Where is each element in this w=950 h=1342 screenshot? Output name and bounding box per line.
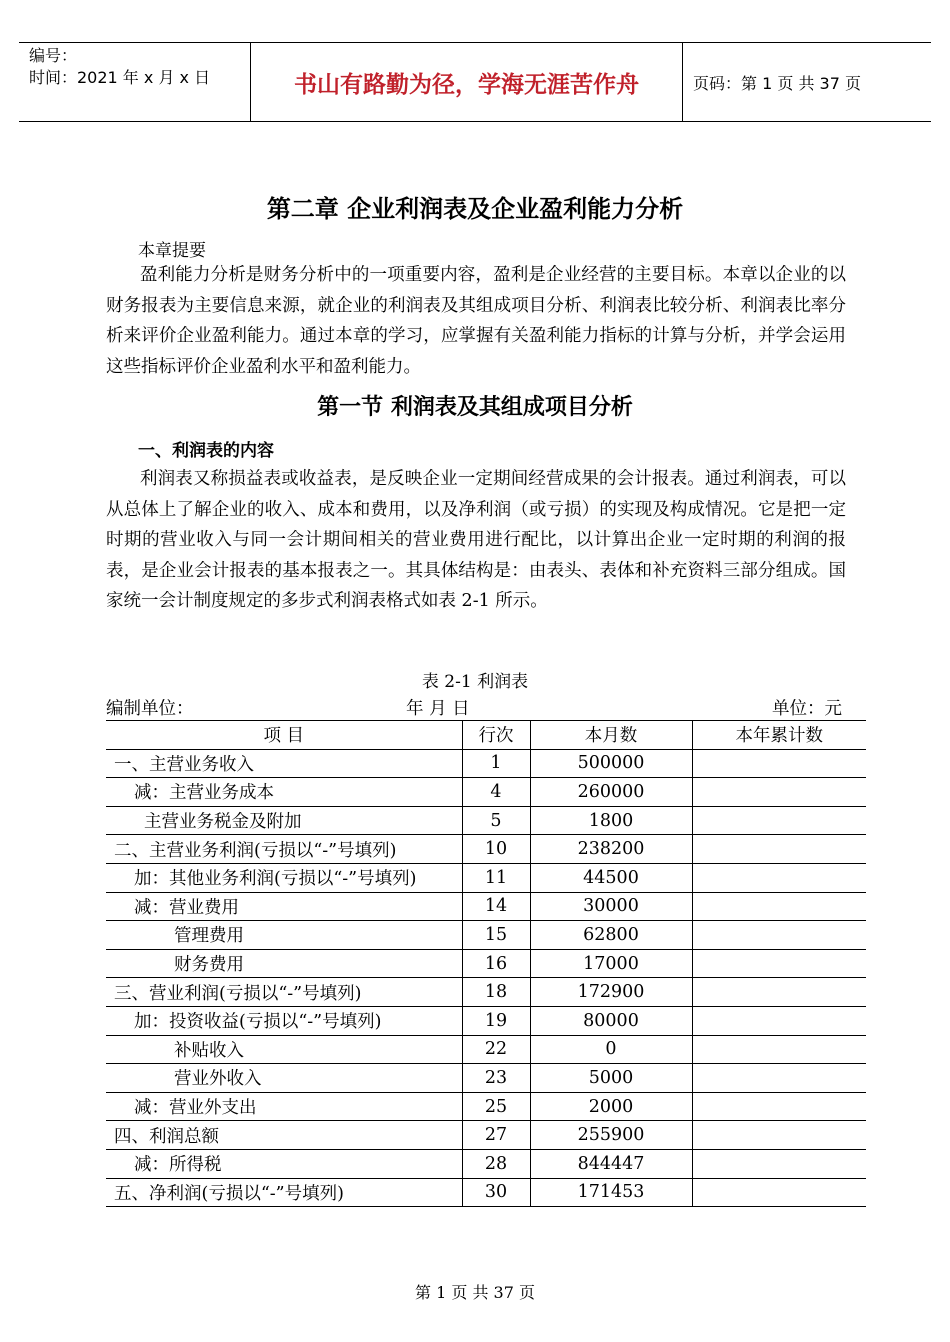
row-year-amount	[692, 806, 866, 835]
row-line-number: 19	[462, 1006, 530, 1035]
row-month-amount: 5000	[530, 1064, 692, 1093]
row-line-number: 23	[462, 1064, 530, 1093]
row-year-amount	[692, 1149, 866, 1178]
row-month-amount: 30000	[530, 892, 692, 921]
table-row	[106, 978, 866, 1007]
row-year-amount	[692, 921, 866, 950]
row-month-amount: 62800	[530, 921, 692, 950]
table-row	[106, 1149, 866, 1178]
table-row	[106, 835, 866, 864]
section-paragraph: 利润表又称损益表或收益表，是反映企业一定期间经营成果的会计报表。通过利润表，可以从总体上了解企业的收入、成本和费用，以及净利润（或亏损）的实现及构成情况。它是把一定时期的营业收入与同一会计期间相关的营业费用进行配比，以计算出企业一定时期的利润的报表，是企业会计报表的基本报表之一。其具体结构是：由表头、表体和补充资料三部分组成。国家统一会计制度规定的多步式利润表格式如表 2-1 所示。	[106, 469, 846, 611]
table-row	[106, 778, 866, 807]
column-header-month: 本月数	[530, 721, 692, 750]
document-date-label: 时间：2021 年 x 月 x 日	[29, 68, 211, 87]
row-item: 减：营业外支出	[106, 1092, 462, 1121]
table-date-label: 年 月 日	[406, 699, 470, 719]
row-item: 财务费用	[106, 949, 462, 978]
table-meta	[106, 695, 842, 721]
row-year-amount	[692, 978, 866, 1007]
row-year-amount	[692, 863, 866, 892]
row-month-amount: 1800	[530, 806, 692, 835]
table-row	[106, 863, 866, 892]
row-item: 四、利润总额	[106, 1121, 462, 1150]
page-header	[19, 42, 931, 122]
row-month-amount: 2000	[530, 1092, 692, 1121]
row-item: 管理费用	[106, 921, 462, 950]
row-year-amount	[692, 1064, 866, 1093]
document-number-label: 编号：	[29, 46, 78, 65]
row-item: 加：投资收益(亏损以“-”号填列)	[106, 1006, 462, 1035]
header-meta	[19, 43, 251, 121]
row-item: 主营业务税金及附加	[106, 806, 462, 835]
table-row	[106, 1064, 866, 1093]
table-header-row	[106, 721, 866, 750]
table-row	[106, 949, 866, 978]
row-item: 减：主营业务成本	[106, 778, 462, 807]
row-month-amount: 80000	[530, 1006, 692, 1035]
row-item: 一、主营业务收入	[106, 749, 462, 778]
currency-unit-label: 单位：元	[772, 699, 842, 719]
row-line-number: 4	[462, 778, 530, 807]
row-month-amount: 44500	[530, 863, 692, 892]
row-item: 补贴收入	[106, 1035, 462, 1064]
row-line-number: 16	[462, 949, 530, 978]
row-line-number: 10	[462, 835, 530, 864]
row-year-amount	[692, 1035, 866, 1064]
section-title: 第一节 利润表及其组成项目分析	[317, 395, 633, 420]
row-month-amount: 844447	[530, 1149, 692, 1178]
row-year-amount	[692, 778, 866, 807]
row-year-amount	[692, 892, 866, 921]
summary-heading: 本章提要	[138, 241, 206, 261]
row-month-amount: 171453	[530, 1178, 692, 1207]
row-year-amount	[692, 949, 866, 978]
row-month-amount: 255900	[530, 1121, 692, 1150]
compiling-unit-label: 编制单位：	[106, 699, 194, 719]
table-row	[106, 1035, 866, 1064]
row-line-number: 30	[462, 1178, 530, 1207]
table-row	[106, 749, 866, 778]
table-row	[106, 806, 866, 835]
chapter-title: 第二章 企业利润表及企业盈利能力分析	[266, 195, 684, 223]
row-year-amount	[692, 749, 866, 778]
header-page-info: 页码：第 1 页 共 37 页	[693, 73, 861, 93]
row-line-number: 28	[462, 1149, 530, 1178]
row-year-amount	[692, 1121, 866, 1150]
row-item: 加：其他业务利润(亏损以“-”号填列)	[106, 863, 462, 892]
row-year-amount	[692, 1178, 866, 1207]
row-line-number: 1	[462, 749, 530, 778]
row-item: 三、营业利润(亏损以“-”号填列)	[106, 978, 462, 1007]
table-caption: 表 2-1 利润表	[421, 672, 529, 692]
row-month-amount: 238200	[530, 835, 692, 864]
row-month-amount: 260000	[530, 778, 692, 807]
table-row	[106, 892, 866, 921]
row-line-number: 18	[462, 978, 530, 1007]
page-footer: 第 1 页 共 37 页	[415, 1283, 535, 1302]
row-month-amount: 17000	[530, 949, 692, 978]
row-year-amount	[692, 835, 866, 864]
row-item: 减：所得税	[106, 1149, 462, 1178]
row-line-number: 22	[462, 1035, 530, 1064]
column-header-line: 行次	[462, 721, 530, 750]
row-month-amount: 0	[530, 1035, 692, 1064]
row-line-number: 25	[462, 1092, 530, 1121]
income-statement-table	[106, 720, 866, 1207]
table-row	[106, 1092, 866, 1121]
summary-paragraph: 盈利能力分析是财务分析中的一项重要内容，盈利是企业经营的主要目标。本章以企业的以财务报表为主要信息来源，就企业的利润表及其组成项目分析、利润表比较分析、利润表比率分析来评价企业盈利能力。通过本章的学习，应掌握有关盈利能力指标的计算与分析，并学会运用这些指标评价企业盈利水平和盈利能力。	[106, 265, 846, 377]
row-month-amount: 500000	[530, 749, 692, 778]
table-row	[106, 1178, 866, 1207]
row-line-number: 11	[462, 863, 530, 892]
row-line-number: 5	[462, 806, 530, 835]
table-row	[106, 1006, 866, 1035]
header-motto: 书山有路勤为径，学海无涯苦作舟	[251, 43, 683, 121]
subsection-title: 一、利润表的内容	[138, 441, 274, 461]
row-item: 五、净利润(亏损以“-”号填列)	[106, 1178, 462, 1207]
row-line-number: 14	[462, 892, 530, 921]
row-item: 二、主营业务利润(亏损以“-”号填列)	[106, 835, 462, 864]
row-month-amount: 172900	[530, 978, 692, 1007]
row-line-number: 15	[462, 921, 530, 950]
row-year-amount	[692, 1006, 866, 1035]
row-item: 营业外收入	[106, 1064, 462, 1093]
row-item: 减：营业费用	[106, 892, 462, 921]
column-header-item: 项 目	[106, 721, 462, 750]
row-year-amount	[692, 1092, 866, 1121]
row-line-number: 27	[462, 1121, 530, 1150]
column-header-year: 本年累计数	[692, 721, 866, 750]
table-row	[106, 921, 866, 950]
table-row	[106, 1121, 866, 1150]
